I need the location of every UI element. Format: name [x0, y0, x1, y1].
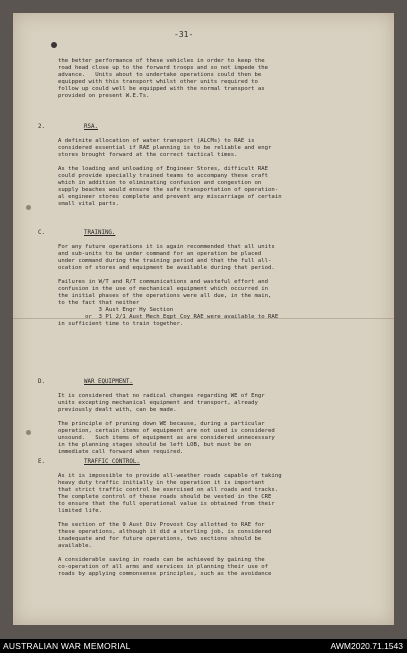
section-number: C. — [38, 230, 45, 236]
page-number: -31- — [174, 30, 194, 39]
paragraph: The principle of pruning down WE because, during a particular operation, certain items of equipment are not used is considered unsound. Such items of equipment as are considered unnecessary in the planning stages should be left LOB, but must be on immediate call forward when required. — [58, 421, 275, 455]
section-number: E. — [38, 459, 45, 465]
paragraph: As the loading and unloading of Engineer Stores, difficult RAE could provide specially trained teams to accompany these craft which in addition to eliminating confusion and congestion on supply beaches would ensure the safe transportation of operation- al engineer stores complete and prevent any miscarriage of certain small vital parts. — [58, 166, 282, 207]
paragraph: For any future operations it is again recommended that all units and sub-units to be under command for an operation be placed under command during the training period and that the full all- ocation of stores and equipment be available during that period. — [58, 244, 275, 271]
section-heading: TRAFFIC CONTROL. — [84, 459, 140, 465]
footer-source: AUSTRALIAN WAR MEMORIAL — [3, 641, 131, 651]
punch-hole — [26, 430, 31, 435]
paragraph: It is considered that no radical changes regarding WE of Engr units excepting mechanical equipment and transport, already previously dealt with, can be made. — [58, 393, 265, 413]
section-number: D. — [38, 379, 45, 385]
punch-hole — [26, 205, 31, 210]
paragraph: As it is impossible to provide all-weather roads capable of taking heavy duty traffic initially in the operation it is important that strict traffic control be exercised on all roads and tracks. The complete control of these roads should be vested in the CRE to ensure that the full operational value is obtained from their limited life. — [58, 473, 282, 514]
section-heading: TRAINING. — [84, 230, 116, 236]
footer-accession-number: AWM2020.71.1543 — [330, 641, 403, 651]
paragraph: A considerable saving in roads can be achieved by gaining the co-operation of all arms and services in planning their use of roads by applying commonsense principles, such as the avoidance — [58, 557, 272, 577]
section-heading: WAR EQUIPMENT. — [84, 379, 133, 385]
section-heading: RSA. — [84, 124, 98, 130]
paragraph: Failures in W/T and R/T communications and wasteful effort and confusion in the use of mechanical equipment which occurred in the initial phases of the operations were all due, in the main, to the fact that neither 3 Aust Engr Hy Section or 3 Pl 2/1 Aust Mech Eqpt Coy RAE were available to RAE in sufficient time to train together. — [58, 279, 279, 327]
paragraph: the better performance of these vehicles in order to keep the road head close up to the forward troops and so not impede the advance. Units about to undertake operations could then be equipped with this transport whilst other units required to follow up could well be equipped with the normal transport as provided on present W.E.Ts. — [58, 58, 269, 99]
paragraph: The section of the 9 Aust Div Provost Coy allotted to RAE for these operations, although it did a sterling job, is considered inadequate and for future operations, two sections should be available. — [58, 522, 272, 549]
paragraph: A definite allocation of water transport (ALCMs) to RAE is considered essential if RAE planning is to be reliable and engr stores brought forward at the correct tactical times. — [58, 138, 272, 158]
section-number: 2. — [38, 124, 45, 130]
ink-dot — [51, 42, 57, 48]
